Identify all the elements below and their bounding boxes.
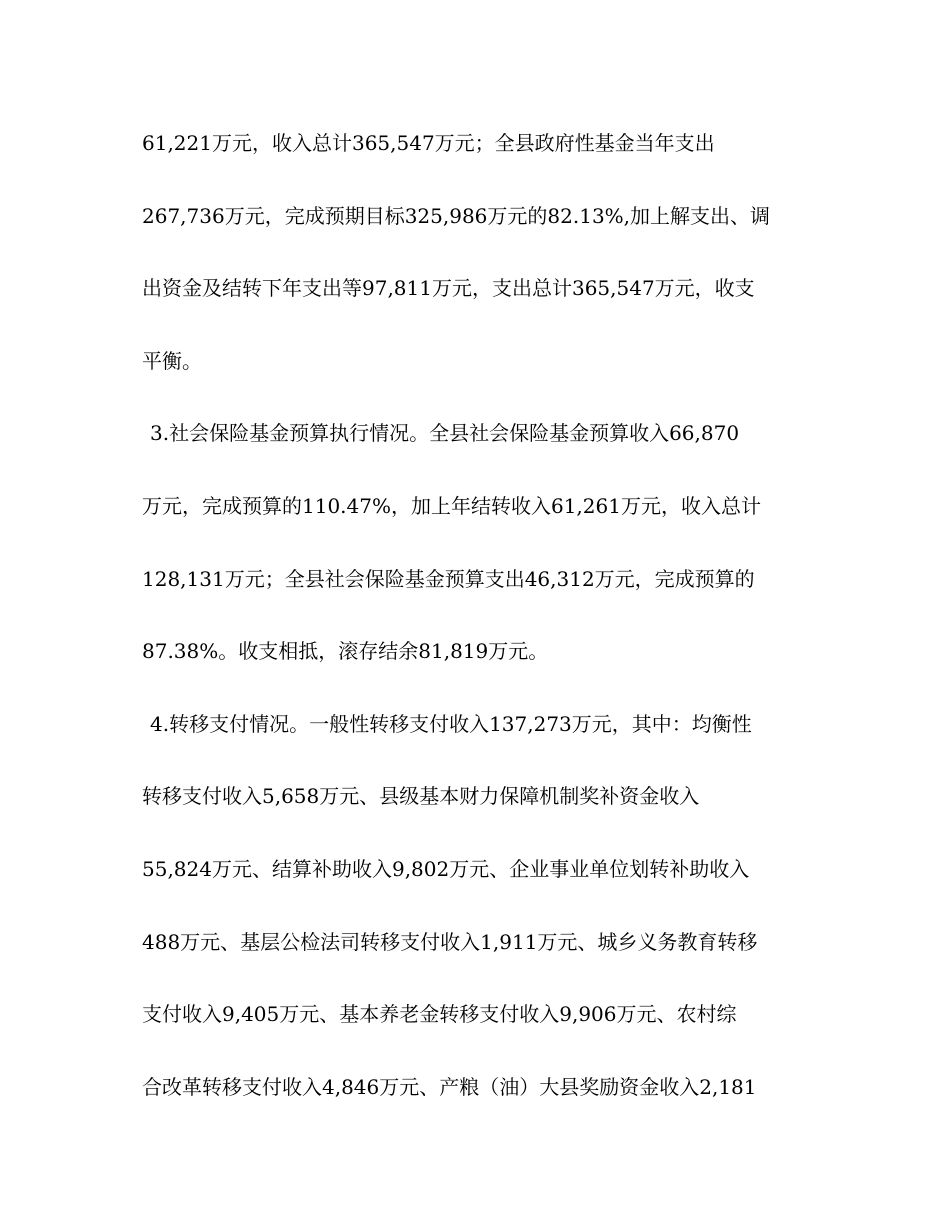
text-line-1: 61,221万元，收入总计365,547万元；全县政府性基金当年支出 — [142, 131, 715, 155]
text-line-8: 87.38%。收支相抵，滚存结余81,819万元。 — [142, 639, 549, 664]
text-line-14: 合改革转移支付收入4,846万元、产粮（油）大县奖励资金收入2,181 — [142, 1074, 757, 1099]
text-line-3: 出资金及结转下年支出等97,811万元，支出总计365,547万元，收支 — [142, 276, 755, 301]
text-line-2: 267,736万元，完成预期目标325,986万元的82.13%,加上解支出、调 — [142, 203, 771, 228]
body-text — [142, 127, 822, 1143]
text-line-12: 488万元、基层公检法司转移支付收入1,911万元、城乡义务教育转移 — [142, 929, 758, 954]
text-line-10: 转移支付收入5,658万元、县级基本财力保障机制奖补资金收入 — [142, 784, 700, 809]
text-line-6: 万元，完成预算的110.47%，加上年结转收入61,261万元，收入总计 — [142, 493, 761, 518]
text-line-13: 支付收入9,405万元、基本养老金转移支付收入9,906万元、农村综 — [142, 1002, 737, 1027]
text-line-11: 55,824万元、结算补助收入9,802万元、企业事业单位划转补助收入 — [142, 856, 750, 881]
section-3-heading-line: 3.社会保险基金预算执行情况。全县社会保险基金预算收入66,870 — [150, 421, 740, 446]
text-line-4: 平衡。 — [142, 348, 202, 373]
section-4-heading-line: 4.转移支付情况。一般性转移支付收入137,273万元，其中：均衡性 — [150, 711, 752, 736]
text-line-7: 128,131万元；全县社会保险基金预算支出46,312万元，完成预算的 — [142, 566, 755, 591]
